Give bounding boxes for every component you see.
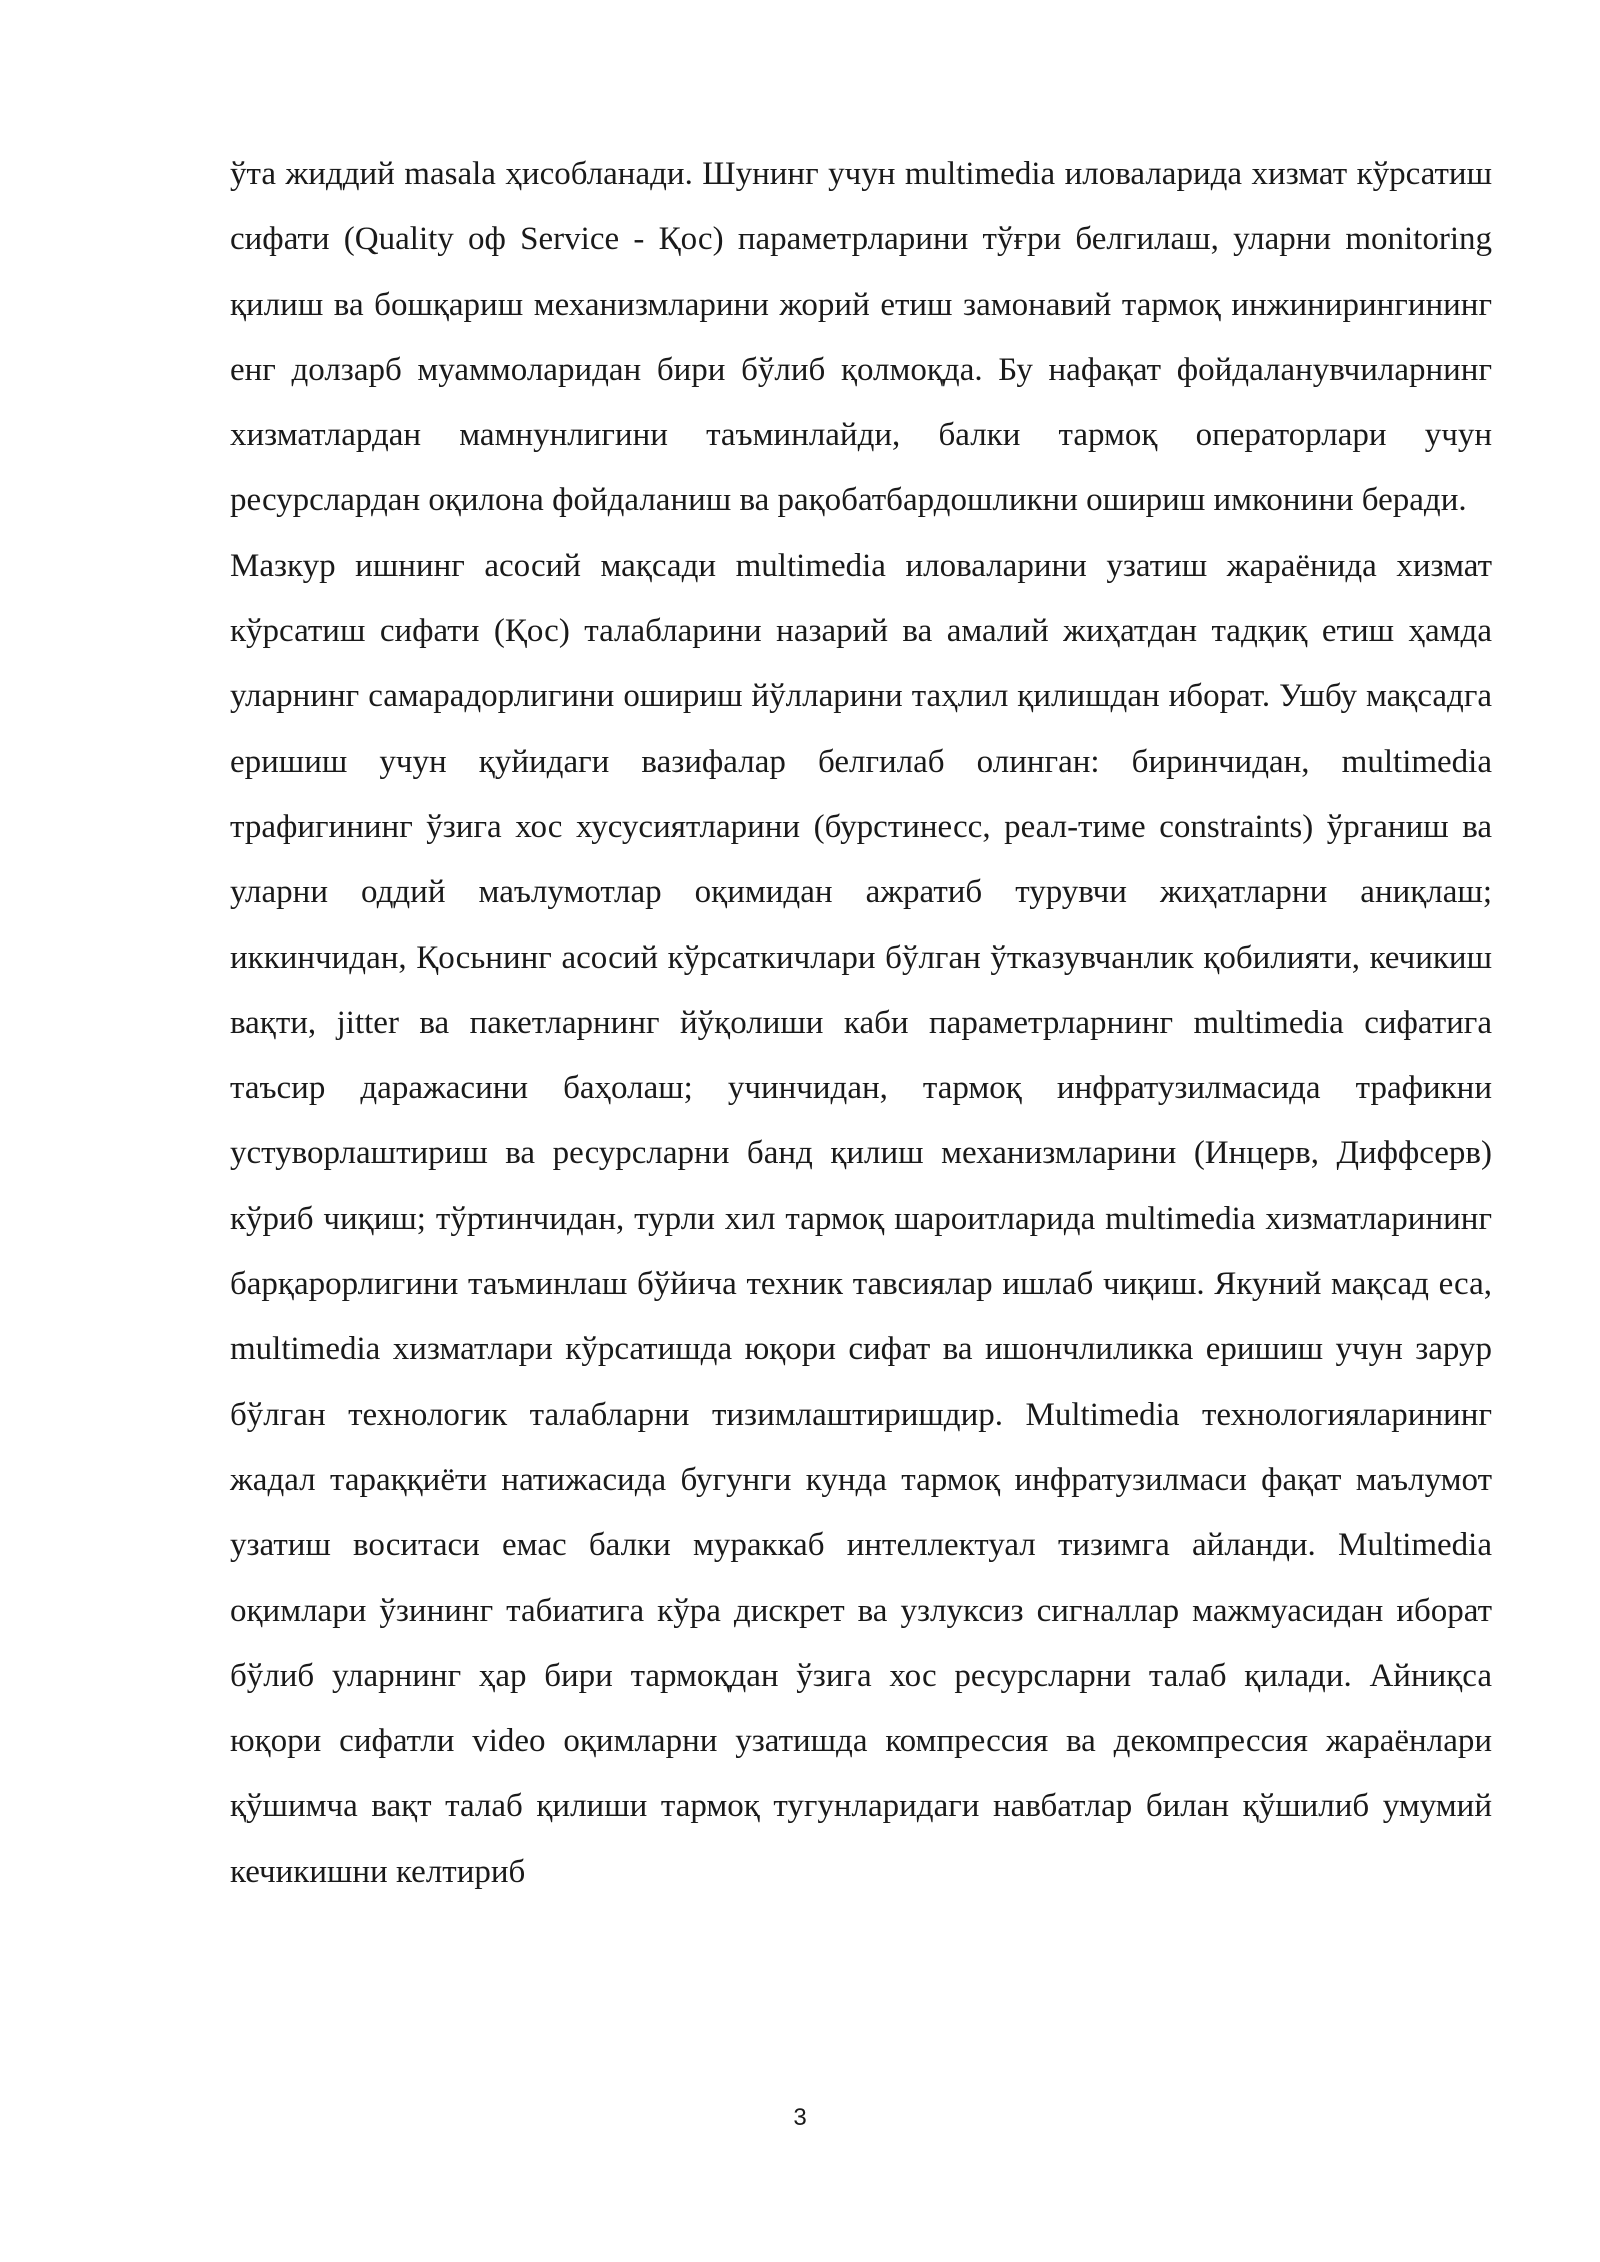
paragraph-2: Мазкур ишнинг асосий мақсади multimedia иловаларини узатиш жараёнида хизмат кўрсатиш сифати (Қос) талабларини назарий ва амалий жиҳатдан тадқиқ етиш ҳамда уларнинг самарадорлигини ошириш йўлларини таҳлил қилишдан иборат. Ушбу мақсадга еришиш учун қуйидаги вазифалар белгилаб олинган: биринчидан, multimedia трафигининг ўзига хос хусусиятларини (бурстинесс, реал-тиме constraints) ўрганиш ва уларни оддий маълумотлар оқимидан ажратиб турувчи жиҳатларни аниқлаш; иккинчидан, Қосьнинг асосий кўрсаткичлари бўлган ўтказувчанлик қобилияти, кечикиш вақти, jitter ва пакетларнинг йўқолиши каби параметрларнинг multimedia сифатига таъсир даражасини баҳолаш; учинчидан, тармоқ инфратузилмасида трафикни устуворлаштириш ва ресурсларни банд қилиш механизмларини (Инцерв, Диффсерв) кўриб чиқиш; тўртинчидан, турли хил тармоқ шароитларида multimedia хизматларининг барқарорлигини таъминлаш бўйича техник тавсиялар ишлаб чиқиш. Якуний мақсад еса, multimedia хизматлари кўрсатишда юқори сифат ва ишончлиликка еришиш учун зарур бўлган технологик талабларни тизимлаштиришдир. Multimedia технологияларининг жадал тараққиёти натижасида бугунги кунда тармоқ инфратузилмаси фақат маълумот узатиш воситаси емас балки мураккаб интеллектуал тизимга айланди. Multimedia оқимлари ўзининг табиатига кўра дискрет ва узлуксиз сигналлар мажмуасидан иборат бўлиб уларнинг ҳар бири тармоқдан ўзига хос ресурсларни талаб қилади. Айниқса юқори сифатли video оқимларни узатишда компрессия ва декомпрессия жараёнлари қўшимча вақт талаб қилиши тармоқ тугунларидаги навбатлар билан қўшилиб умумий кечикишни келтириб	[230, 547, 1492, 1890]
paragraph-1: ўта жиддий masala ҳисобланади. Шунинг учун multimedia иловаларида хизмат кўрсатиш сифати (Quality оф Service - Қос) параметрларини тўғри белгилаш, уларни monitoring қилиш ва бошқариш механизмларини жорий етиш замонавий тармоқ инжинирингининг енг долзарб муаммоларидан бири бўлиб қолмоқда. Бу нафақат фойдаланувчиларнинг хизматлардан мамнунлигини таъминлайди, балки тармоқ операторлари учун ресурслардан оқилона фойдаланиш ва рақобатбардошликни ошириш имконини беради.	[230, 156, 1492, 519]
body-text	[230, 142, 1492, 1905]
page-number: 3	[793, 2104, 807, 2131]
